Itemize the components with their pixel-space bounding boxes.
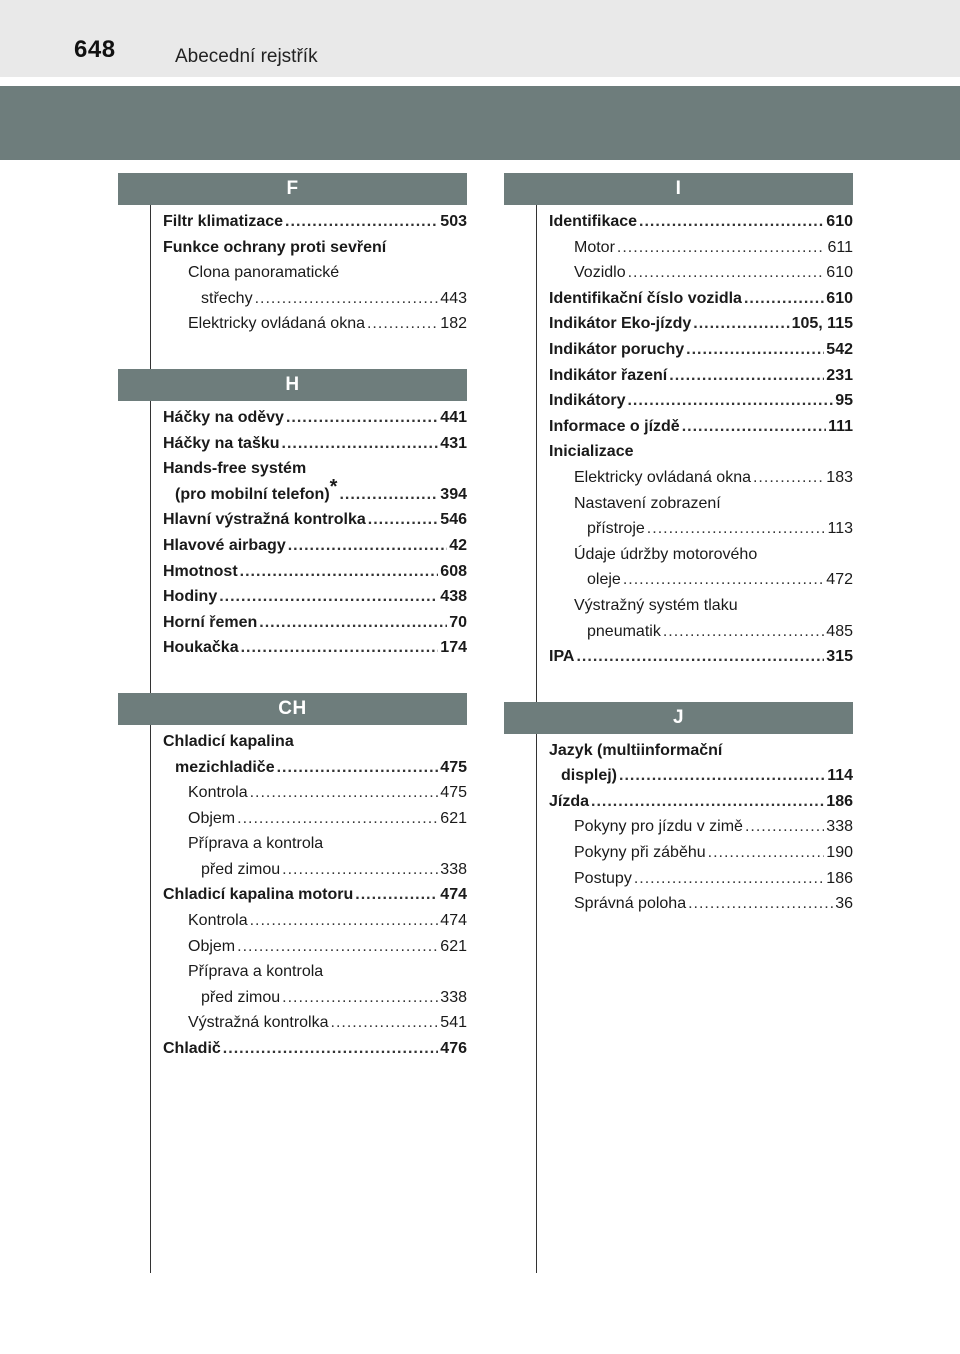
dot-leader	[627, 388, 833, 414]
entry-term-text: Postupy	[574, 869, 632, 887]
entry-page-number: 114	[827, 767, 853, 785]
entry-page-number: 186	[826, 792, 853, 810]
page-title: Abecední rejstřík	[175, 46, 318, 67]
entry-page-number: 472	[826, 571, 853, 589]
entry-term	[587, 619, 661, 645]
entry-term	[201, 985, 280, 1011]
entry-term-text: Hodiny	[163, 588, 218, 606]
dot-leader	[282, 857, 438, 883]
entry-page-number: 610	[826, 289, 853, 307]
entry-term	[188, 959, 323, 985]
index-entry	[118, 507, 467, 533]
entry-term-text: Jízda	[549, 792, 590, 810]
entry-term	[163, 882, 353, 908]
index-entry	[118, 934, 467, 960]
entry-term	[549, 337, 684, 363]
entry-term-text: Hlavové airbagy	[163, 536, 286, 554]
letter-heading: CH	[118, 693, 467, 725]
entry-term	[163, 729, 294, 755]
entry-term-text: střechy	[201, 289, 253, 307]
dot-leader	[745, 814, 824, 840]
index-entry	[118, 405, 467, 431]
dot-leader	[282, 431, 439, 457]
entry-term-text: Nastavení zobrazení	[574, 494, 721, 512]
index-column-right	[504, 173, 853, 917]
index-entry	[118, 260, 467, 286]
index-entry	[504, 619, 853, 645]
entry-page-number: 610	[826, 264, 853, 282]
entry-term	[549, 363, 667, 389]
dot-leader	[285, 209, 438, 235]
letter-heading: I	[504, 173, 853, 205]
entry-term	[163, 584, 217, 610]
index-entry	[504, 789, 853, 815]
entry-term	[201, 857, 280, 883]
entry-term	[549, 286, 742, 312]
entry-term-text: Indikátory	[549, 392, 626, 410]
entry-page-number: 476	[440, 1040, 467, 1058]
entry-term	[175, 475, 338, 508]
entry-page-number: 438	[440, 588, 467, 606]
entry-term-text: Objem	[188, 937, 236, 955]
dot-leader	[576, 644, 824, 670]
dot-leader	[693, 311, 789, 337]
dot-leader	[219, 584, 438, 610]
index-entry	[504, 593, 853, 619]
entry-term	[188, 831, 323, 857]
entry-page-number: 503	[440, 213, 467, 230]
entry-term-text: Horní řemen	[163, 613, 258, 631]
dot-leader	[744, 286, 824, 312]
letter-heading: H	[118, 369, 467, 401]
entry-page-number: 105, 115	[791, 315, 853, 333]
index-entry	[504, 814, 853, 840]
dot-leader	[250, 780, 439, 806]
entry-term	[188, 908, 248, 934]
dot-leader	[237, 806, 438, 832]
index-entry	[118, 985, 467, 1011]
letter-heading: J	[504, 702, 853, 734]
entry-term-text: Chladicí kapalina motoru	[163, 886, 354, 904]
entry-page-number: 542	[826, 340, 853, 358]
index-entry	[118, 882, 467, 908]
entry-term-text: Motor	[574, 238, 615, 256]
entry-page-number: 474	[440, 886, 467, 904]
index-entry	[118, 311, 467, 337]
page-number: 648	[74, 36, 116, 63]
entry-term-text: Příprava a kontrola	[188, 963, 324, 981]
entry-term	[549, 311, 691, 337]
entry-term	[549, 644, 574, 670]
entry-term	[549, 789, 589, 815]
dot-leader	[250, 908, 439, 934]
dot-leader	[259, 610, 447, 636]
entry-term	[574, 866, 632, 892]
index-entry	[504, 337, 853, 363]
index-entry	[118, 635, 467, 661]
section-gap	[118, 661, 467, 693]
entry-term-text: Pokyny při záběhu	[574, 844, 706, 862]
index-entry	[118, 286, 467, 312]
entry-term-text: Výstražný systém tlaku	[574, 596, 738, 614]
dot-leader	[639, 209, 824, 235]
entry-page-number: 338	[440, 860, 467, 878]
entry-term-text: Indikátor Eko-jízdy	[549, 315, 692, 333]
index-entry-list	[504, 734, 853, 917]
entry-page-number: 441	[440, 408, 467, 426]
dot-leader	[682, 414, 826, 440]
entry-page-number: 608	[440, 562, 467, 580]
entry-page-number: 611	[827, 238, 853, 256]
entry-term	[549, 738, 722, 764]
entry-term	[574, 891, 686, 917]
entry-term	[549, 414, 680, 440]
entry-term-text: Funkce ochrany proti sevření	[163, 238, 387, 256]
entry-term-text: IPA	[549, 648, 575, 666]
entry-term-text: oleje	[587, 571, 621, 589]
dot-leader	[663, 619, 824, 645]
entry-term	[163, 559, 238, 585]
entry-page-number: 174	[440, 639, 467, 657]
dot-leader	[237, 934, 438, 960]
index-entry	[504, 235, 853, 261]
entry-term-text: displej)	[561, 767, 618, 785]
index-entry	[504, 286, 853, 312]
entry-page-number: 182	[440, 315, 467, 333]
index-entry-list	[118, 725, 467, 1062]
entry-term-text: před zimou	[201, 860, 281, 878]
footnote-asterisk: *	[329, 475, 338, 498]
entry-term-text: Jazyk (multiinformační	[549, 741, 723, 759]
entry-term-text: Kontrola	[188, 912, 248, 930]
entry-term-text: Indikátor poruchy	[549, 340, 685, 358]
index-entry	[118, 431, 467, 457]
entry-term-text: Příprava a kontrola	[188, 835, 324, 853]
index-entry	[118, 857, 467, 883]
entry-term-text: Hmotnost	[163, 562, 238, 580]
index-entry	[504, 363, 853, 389]
entry-term-text: Údaje údržby motorového	[574, 545, 758, 563]
entry-term	[188, 260, 339, 286]
entry-term-text: Objem	[188, 809, 236, 827]
index-entry	[118, 806, 467, 832]
index-entry	[118, 729, 467, 755]
index-entry	[504, 738, 853, 764]
entry-term	[163, 209, 283, 235]
entry-term	[574, 593, 738, 619]
dot-leader	[288, 533, 447, 559]
index-entry-list	[504, 205, 853, 670]
entry-page-number: 42	[449, 536, 467, 554]
index-entry	[504, 209, 853, 235]
index-entry-list	[118, 205, 467, 337]
entry-page-number: 338	[440, 988, 467, 1006]
entry-term	[574, 235, 615, 261]
entry-term-text: Clona panoramatické	[188, 264, 340, 282]
index-entry	[504, 763, 853, 789]
entry-term	[163, 507, 366, 533]
entry-term-text: Chladič	[163, 1040, 221, 1058]
entry-page-number: 70	[449, 613, 467, 631]
index-entry	[504, 891, 853, 917]
index-entry	[118, 559, 467, 585]
entry-term	[574, 814, 743, 840]
entry-page-number: 231	[826, 366, 853, 384]
letter-heading: F	[118, 173, 467, 205]
entry-term-text: Hands-free systém	[163, 460, 307, 478]
dot-leader	[591, 789, 824, 815]
dot-leader	[753, 465, 824, 491]
header-band	[0, 86, 960, 160]
index-entry	[118, 755, 467, 781]
entry-page-number: 431	[440, 434, 467, 452]
entry-term-text: Kontrola	[188, 784, 248, 802]
entry-term	[561, 763, 617, 789]
entry-page-number: 475	[440, 784, 467, 802]
index-entry	[118, 235, 467, 261]
entry-term	[587, 567, 621, 593]
entry-term	[188, 780, 248, 806]
entry-term-text: Elektricky ovládaná okna	[574, 468, 751, 486]
entry-term	[549, 209, 637, 235]
entry-term-text: mezichladiče	[175, 758, 275, 776]
entry-term	[175, 755, 275, 781]
dot-leader	[634, 866, 824, 892]
entry-page-number: 113	[827, 520, 853, 538]
entry-term-text: Indikátor řazení	[549, 366, 668, 384]
page-header	[0, 0, 960, 77]
index-entry	[504, 439, 853, 465]
dot-leader	[686, 337, 824, 363]
index-entry	[118, 456, 467, 482]
index-entry	[504, 491, 853, 517]
entry-page-number: 475	[440, 758, 467, 776]
entry-term	[188, 934, 235, 960]
index-column-left	[118, 173, 467, 1062]
dot-leader	[355, 882, 438, 908]
entry-page-number: 186	[826, 869, 853, 887]
index-entry-list	[118, 401, 467, 661]
entry-term-text: před zimou	[201, 988, 281, 1006]
index-entry	[118, 908, 467, 934]
entry-term-text: Vozidlo	[574, 264, 626, 282]
dot-leader	[623, 567, 824, 593]
index-entry	[118, 610, 467, 636]
dot-leader	[277, 755, 439, 781]
entry-term	[188, 806, 235, 832]
entry-term	[574, 465, 751, 491]
entry-page-number: 485	[826, 622, 853, 640]
entry-term-text: Informace o jízdě	[549, 417, 680, 435]
dot-leader	[669, 363, 824, 389]
entry-term	[188, 1010, 329, 1036]
entry-term	[163, 635, 239, 661]
entry-term-text: přístroje	[587, 520, 645, 538]
entry-term	[574, 840, 706, 866]
dot-leader	[331, 1010, 439, 1036]
index-entry	[118, 780, 467, 806]
entry-term-text: (pro mobilní telefon)	[175, 485, 330, 503]
entry-term-text: Identifikace	[549, 213, 638, 230]
entry-term	[163, 1036, 221, 1062]
entry-page-number: 111	[828, 417, 853, 435]
dot-leader	[286, 405, 438, 431]
entry-term-text: pneumatik	[587, 622, 661, 640]
entry-page-number: 474	[440, 912, 467, 930]
dot-leader	[688, 891, 833, 917]
entry-page-number: 621	[440, 809, 467, 827]
entry-page-number: 190	[826, 844, 853, 862]
entry-term	[163, 610, 257, 636]
index-entry	[118, 533, 467, 559]
section-gap	[118, 337, 467, 369]
index-entry	[118, 831, 467, 857]
dot-leader	[708, 840, 825, 866]
entry-term-text: Inicializace	[549, 443, 634, 461]
entry-term-text: Správná poloha	[574, 895, 687, 913]
dot-leader	[617, 235, 826, 261]
dot-leader	[241, 635, 439, 661]
entry-page-number: 394	[440, 485, 467, 503]
index-entry	[118, 1036, 467, 1062]
entry-term-text: Elektricky ovládaná okna	[188, 315, 365, 333]
index-entry	[118, 1010, 467, 1036]
entry-term	[574, 491, 721, 517]
entry-term	[587, 516, 645, 542]
entry-term-text: Pokyny pro jízdu v zimě	[574, 818, 743, 836]
entry-page-number: 183	[826, 468, 853, 486]
dot-leader	[628, 260, 825, 286]
entry-page-number: 621	[440, 937, 467, 955]
entry-page-number: 610	[826, 213, 853, 230]
section-gap	[504, 670, 853, 702]
entry-term	[163, 235, 386, 261]
entry-term	[163, 431, 280, 457]
index-entry	[504, 542, 853, 568]
entry-term-text: Houkačka	[163, 639, 239, 657]
index-entry	[504, 465, 853, 491]
index-entry	[118, 209, 467, 235]
entry-term	[163, 456, 306, 482]
dot-leader	[255, 286, 439, 312]
index-entry	[118, 959, 467, 985]
entry-page-number: 338	[826, 818, 853, 836]
dot-leader	[647, 516, 826, 542]
index-entry	[504, 260, 853, 286]
entry-term-text: Identifikační číslo vozidla	[549, 289, 742, 307]
index-entry	[504, 567, 853, 593]
entry-page-number: 36	[835, 895, 853, 913]
entry-term	[201, 286, 253, 312]
entry-page-number: 315	[826, 648, 853, 666]
entry-term-text: Hlavní výstražná kontrolka	[163, 511, 366, 529]
entry-term	[163, 533, 286, 559]
index-entry	[504, 311, 853, 337]
entry-page-number: 546	[440, 511, 467, 529]
entry-term-text: Háčky na oděvy	[163, 408, 284, 426]
index-entry	[504, 388, 853, 414]
entry-term-text: Chladicí kapalina	[163, 732, 294, 750]
entry-page-number: 443	[440, 289, 467, 307]
index-entry	[118, 584, 467, 610]
entry-term-text: Výstražná kontrolka	[188, 1014, 329, 1032]
dot-leader	[367, 311, 438, 337]
index-entry	[504, 516, 853, 542]
entry-page-number: 95	[835, 392, 853, 410]
entry-term-text: Háčky na tašku	[163, 434, 280, 452]
index-entry	[504, 644, 853, 670]
index-entry	[504, 840, 853, 866]
index-entry	[118, 475, 467, 508]
dot-leader	[223, 1036, 439, 1062]
entry-term	[163, 405, 284, 431]
index-entry	[504, 866, 853, 892]
index-entry	[504, 414, 853, 440]
dot-leader	[368, 507, 439, 533]
entry-page-number: 541	[440, 1014, 467, 1032]
entry-term	[549, 439, 634, 465]
dot-leader	[240, 559, 439, 585]
entry-term	[574, 260, 626, 286]
dot-leader	[339, 482, 438, 508]
dot-leader	[282, 985, 438, 1011]
dot-leader	[619, 763, 825, 789]
entry-term-text: Filtr klimatizace	[163, 213, 284, 230]
entry-term	[574, 542, 757, 568]
entry-term	[549, 388, 625, 414]
entry-term	[188, 311, 365, 337]
